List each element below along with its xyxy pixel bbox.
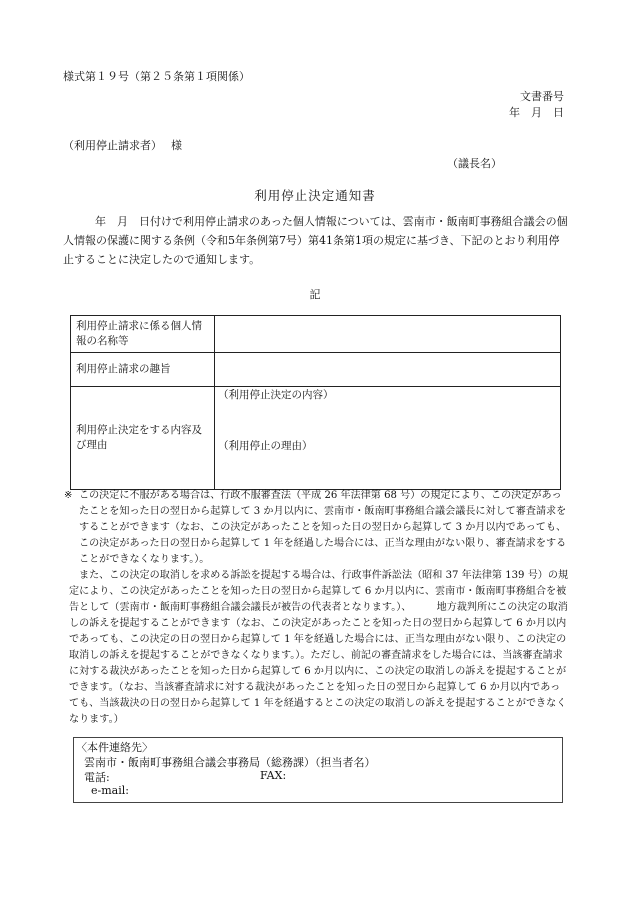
notice-section [64, 488, 569, 728]
row-value-request-purpose [215, 353, 561, 387]
row-label-info-name: 利用停止請求に係る個人情報の名称等 [71, 316, 215, 353]
document-title: 利用停止決定通知書 [254, 188, 376, 203]
contact-office: 雲南市・飯南町事務組合議会事務局（総務課）（担当者名） [84, 756, 376, 769]
note-mark: ※ [64, 490, 73, 501]
addressee: （利用停止請求者） 様 [63, 139, 182, 152]
ki-heading: 記 [309, 288, 321, 301]
form-number: 様式第１９号（第２５条第１項関係） [63, 70, 250, 83]
row-label-decision-reason: 利用停止決定をする内容及び理由 [71, 387, 215, 490]
decision-content-label: （利用停止決定の内容） [218, 389, 334, 401]
row-label-request-purpose: 利用停止請求の趣旨 [71, 353, 215, 387]
table-row [71, 316, 561, 353]
decision-reason-label: （利用停止の理由） [218, 440, 313, 452]
table-row [71, 353, 561, 387]
contact-email-label: e-mail: [91, 784, 129, 797]
document-date: 年 月 日 [509, 106, 564, 119]
contact-phone-label: 電話: [84, 771, 110, 784]
contact-heading: 〈本件連絡先〉 [76, 741, 153, 754]
intro-paragraph: 年 月 日付けで利用停止請求のあった個人情報については、雲南市・飯南町事務組合議会の個人情報の保護に関する条例（令和5年条例第7号）第41条第1項の規定に基づき、下記のとおり利用停止することに決定したので通知します。 [63, 215, 568, 266]
info-table [70, 315, 561, 490]
contact-fax-label: FAX: [260, 769, 287, 782]
contact-box [73, 737, 563, 803]
note-paragraph-1: この決定に不服がある場合は、行政不服審査法（平成 26 年法律第 68 号）の規定により、この決定があったことを知った日の翌日から起算して 3 か月以内に、雲南市・飯南町事務組合議会議長に対して審査請求をすることができます（なお、この決定があったことを知った日の翌日から起算して 3 か月以内であっても、この決定があった日の翌日から起算して 1 年を経過した場合には、正当な理由がない限り、審査請求をすることができなくなります。）。 [79, 490, 567, 565]
note-paragraph-2: また、この決定の取消しを求める訴訟を提起する場合は、行政事件訴訟法（昭和 37 年法律第 139 号）の規定により、この決定があったことを知った日の翌日から起算して 6 か月以内に、雲南市・飯南町事務組合を被告として（雲南市・飯南町事務組合議会議長が被告の代表者となります。）、 地方裁判所にこの決定の取消しの訴えを提起することができます（なお、この決定があったことを知った日の翌日から起算して 6 か月以内であっても、この決定の日の翌日から起算して 1 年を経過した場合には、正当な理由がない限り、この決定の取消しの訴えを提起することができなくなります。）。ただし、前記の審査請求をした場合には、当該審査請求に対する裁決があったことを知った日から起算して 6 か月以内に、この決定の取消しの訴えを提起することができます。（なお、当該審査請求に対する裁決があったことを知った日の翌日から起算して 6 か月以内であっても、当該裁決の日の翌日から起算して 1 年を経過するとこの決定の取消しの訴えを提起することができなくなります。） [69, 570, 569, 725]
document-number: 文書番号 [520, 90, 564, 103]
row-value-info-name [215, 316, 561, 353]
sender-name: （議長名） [447, 157, 502, 170]
